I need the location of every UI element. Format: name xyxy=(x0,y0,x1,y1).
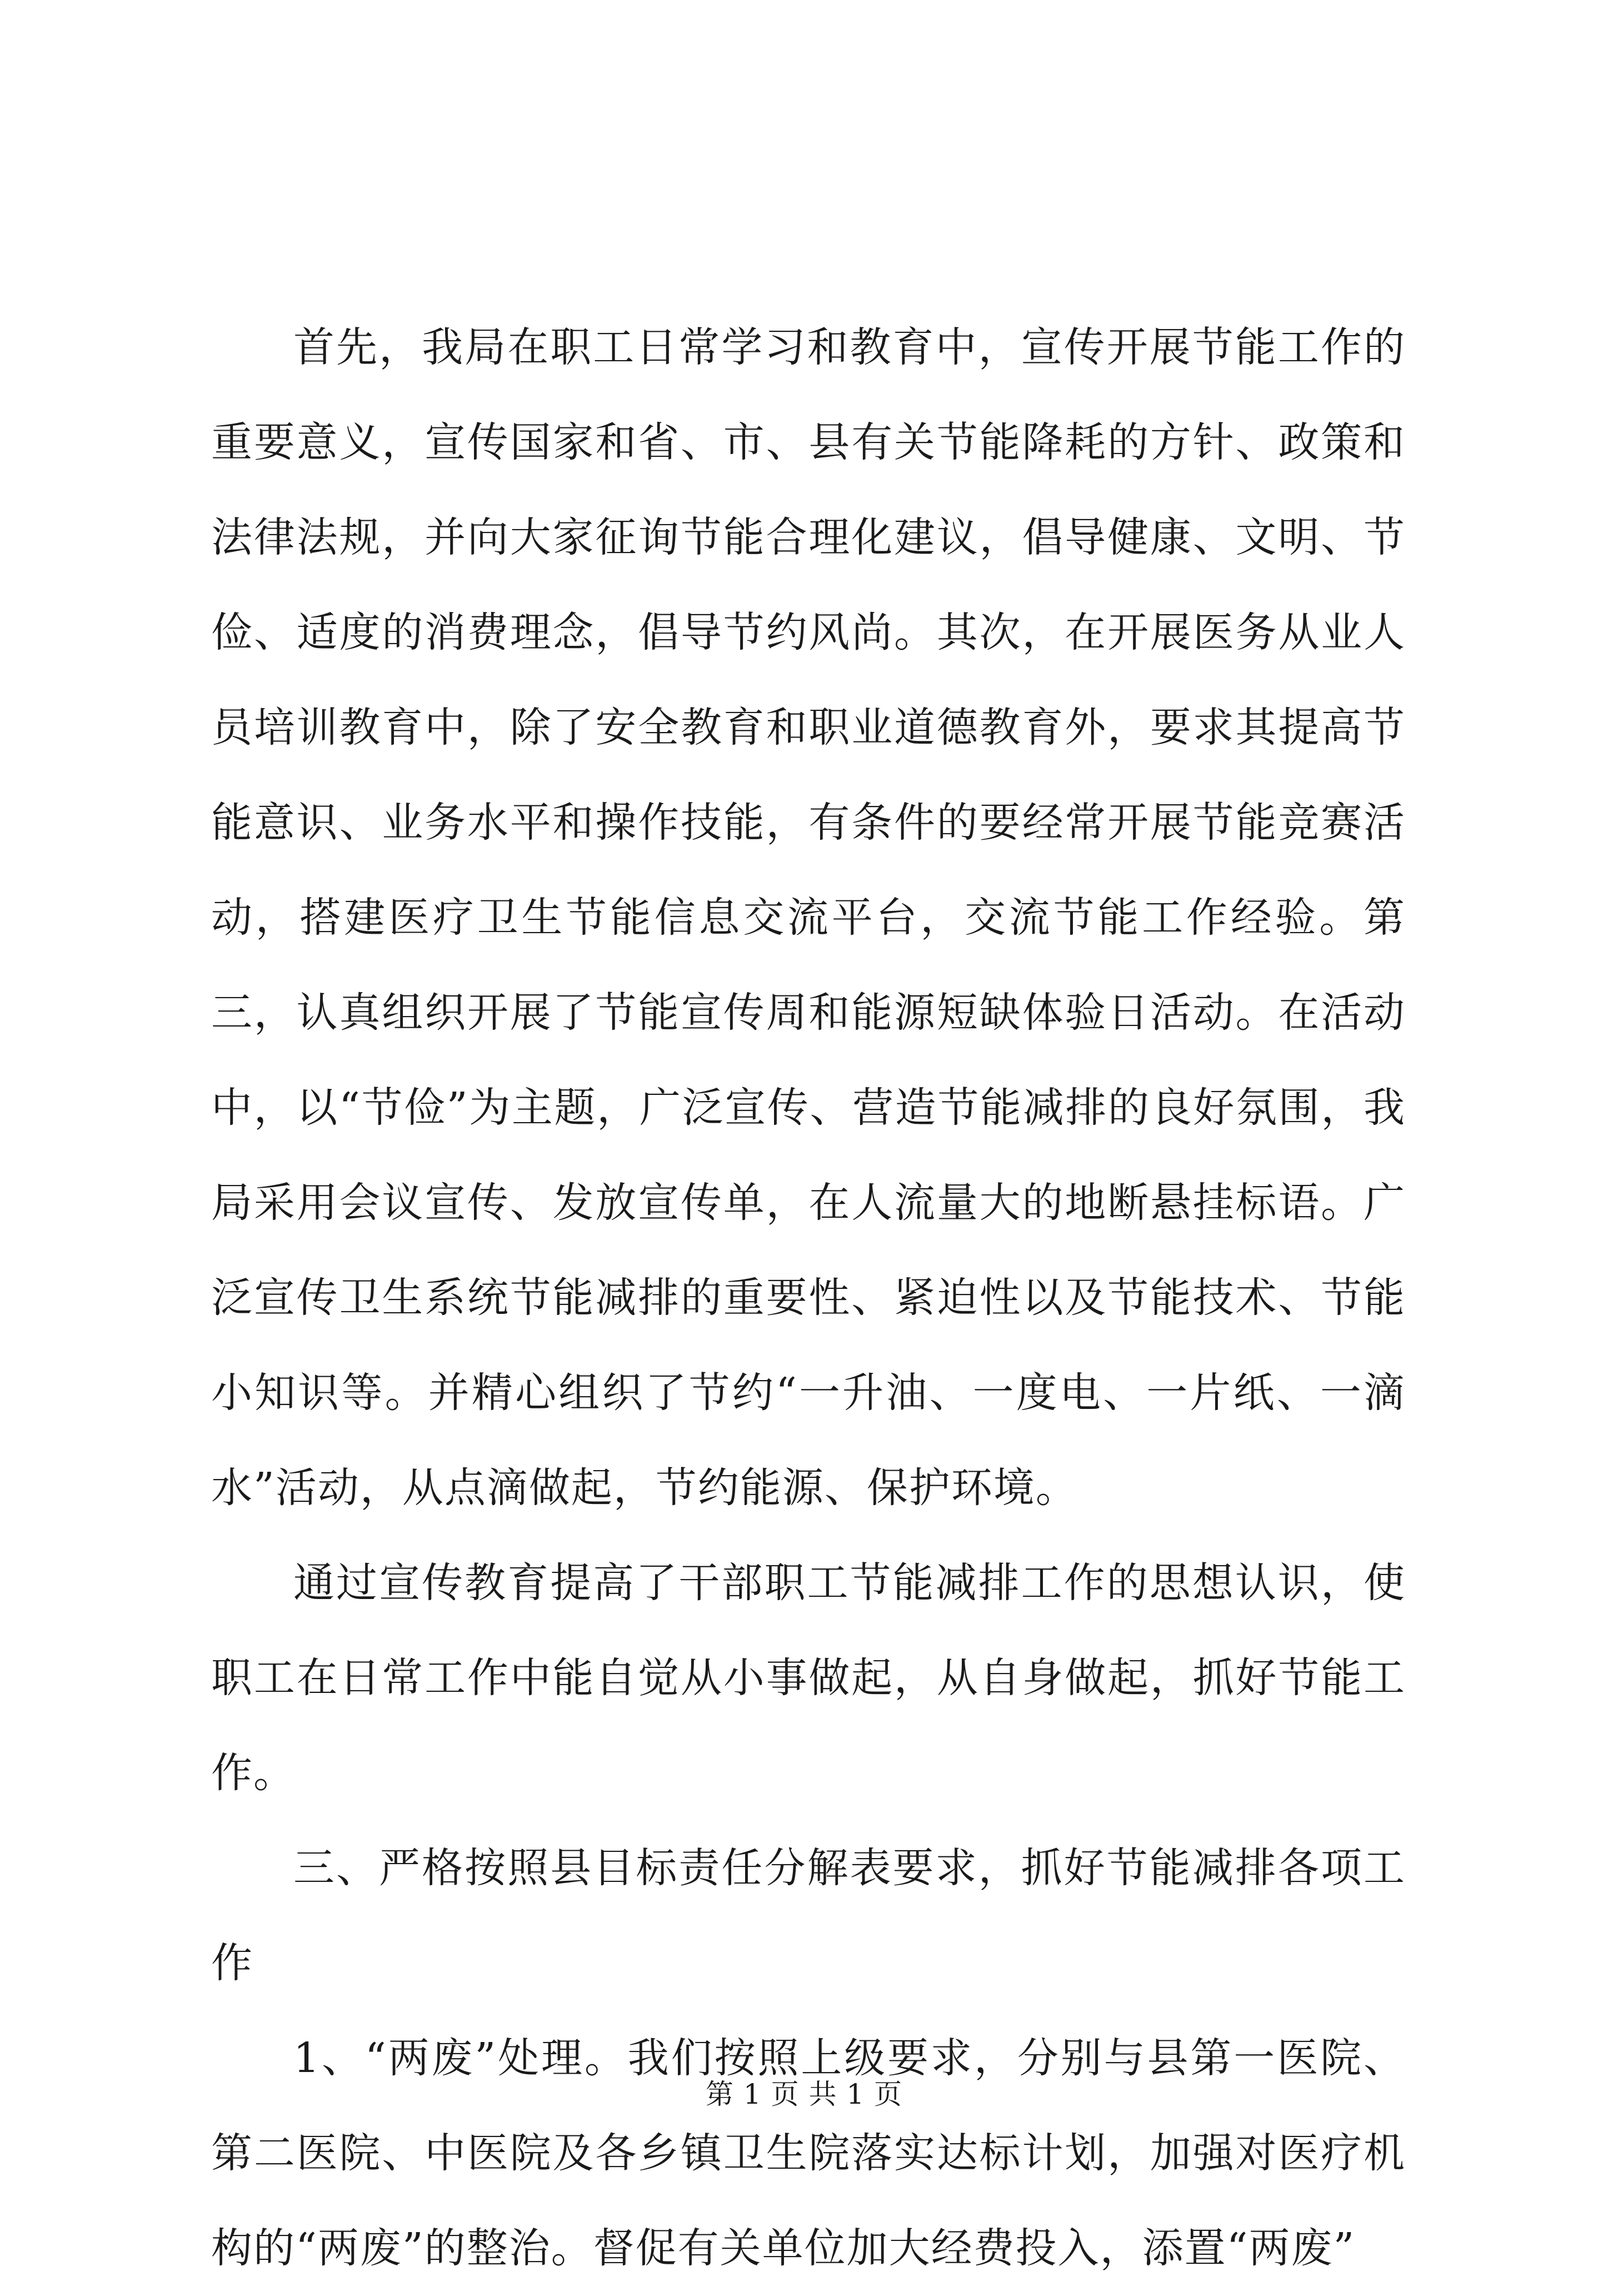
paragraph-energy-publicity: 首先，我局在职工日常学习和教育中，宣传开展节能工作的重要意义，宣传国家和省、市、县有关节能降耗的方针、政策和法律法规，并向大家征询节能合理化建议，倡导健康、文明、节俭、适度的消费理念，倡导节约风尚。其次，在开展医务从业人员培训教育中，除了安全教育和职业道德教育外，要求其提高节能意识、业务水平和操作技能，有条件的要经常开展节能竞赛活动，搭建医疗卫生节能信息交流平台，交流节能工作经验。第三，认真组织开展了节能宣传周和能源短缺体验日活动。在活动中，以“节俭”为主题，广泛宣传、营造节能减排的良好氛围，我局采用会议宣传、发放宣传单，在人流量大的地断悬挂标语。广泛宣传卫生系统节能减排的重要性、紧迫性以及节能技术、节能小知识等。并精心组织了节约“一升油、一度电、一片纸、一滴水”活动，从点滴做起，节约能源、保护环境。 xyxy=(211,323,1406,1512)
document-body xyxy=(211,300,1406,2296)
paragraph-awareness-result: 通过宣传教育提高了干部职工节能减排工作的思想认识，使职工在日常工作中能自觉从小事做起，从自身做起，抓好节能工作。 xyxy=(211,1559,1406,1797)
section-heading-three: 三、严格按照县目标责任分解表要求，抓好节能减排各项工作 xyxy=(211,1844,1406,1987)
page-footer: 第 1 页 共 1 页 xyxy=(705,2078,903,2110)
paragraph-two-wastes: 1、“两废”处理。我们按照上级要求，分别与县第一医院、第二医院、中医院及各乡镇卫生院落实达标计划，加强对医疗机构的“两废”的整治。督促有关单位加大经费投入，添置“两废” xyxy=(211,2034,1406,2272)
